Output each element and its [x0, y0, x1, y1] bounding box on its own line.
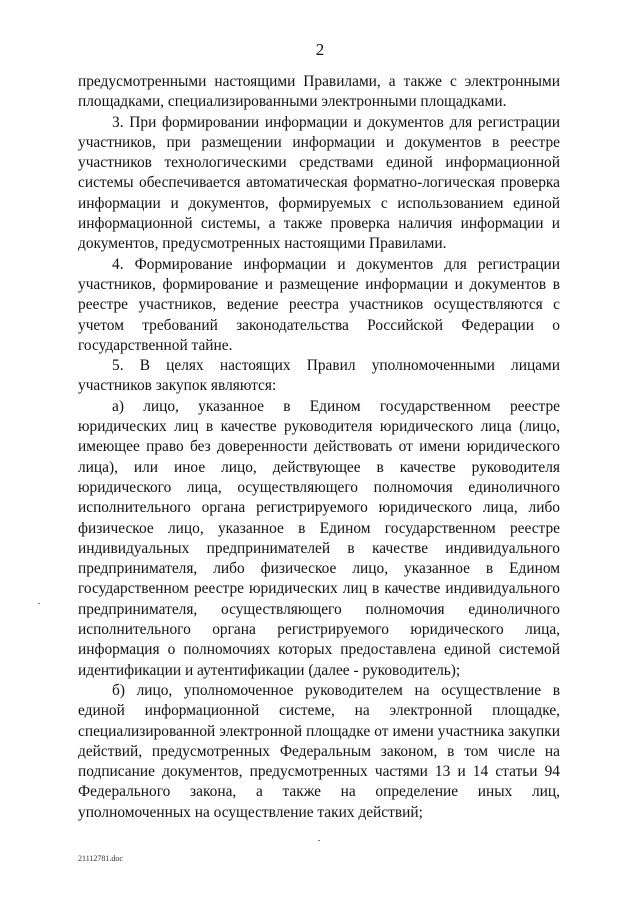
document-body: [78, 72, 560, 823]
paragraph-5b: б) лицо, уполномоченное руководителем на осуществление в единой информационной системе, на электронной площадке, специализированной электронной площадке от имени участника закупки действий, предусмотренных Федеральным законом, в том числе на подписание документов, предусмотренных частями 13 и 14 статьи 94 Федерального закона, а также на определение иных лиц, уполномоченных на осуществление таких действий;: [78, 681, 560, 821]
paragraph-5: 5. В целях настоящих Правил уполномоченными лицами участников закупок являются:: [78, 357, 560, 395]
file-reference: 21112781.doc: [78, 854, 123, 863]
scan-speck: [318, 840, 320, 841]
paragraph-5a: а) лицо, указанное в Едином государственном реестре юридических лиц в качестве руководителя юридического лица (лицо, имеющее право без доверенности действовать от имени юридического лица), или иное лицо, действующее в качестве руководителя юридического лица, осуществляющего полномочия единоличного исполнительного органа регистрируемого юридического лица, либо физическое лицо, указанное в Едином государственном реестре индивидуальных предпринимателей в качестве индивидуального предпринимателя, либо физическое лицо, указанное в Едином государственном реестре юридических лиц в качестве индивидуального предпринимателя, осуществляющего полномочия единоличного исполнительного органа регистрируемого юридического лица, информация о полномочиях которых предоставлена единой системой идентификации и аутентификации (далее - руководитель);: [78, 397, 560, 679]
paragraph-3: 3. При формировании информации и документов для регистрации участников, при размещении информации и документов в реестре участников технологическими средствами единой информационной системы обеспечивается автоматическая форматно-логическая проверка информации и документов, формируемых с использованием единой информационной системы, а также проверка наличия информации и документов, предусмотренных настоящими Правилами.: [78, 113, 560, 253]
paragraph-continuation: предусмотренными настоящими Правилами, а также с электронными площадками, специализированными электронными площадками.: [78, 73, 560, 111]
page-number: 2: [315, 40, 325, 59]
scan-speck: [38, 603, 40, 604]
paragraph-4: 4. Формирование информации и документов для регистрации участников, формирование и размещение информации и документов в реестре участников, ведение реестра участников осуществляются с учетом требований законодательства Российской Федерации о государственной тайне.: [78, 255, 560, 354]
